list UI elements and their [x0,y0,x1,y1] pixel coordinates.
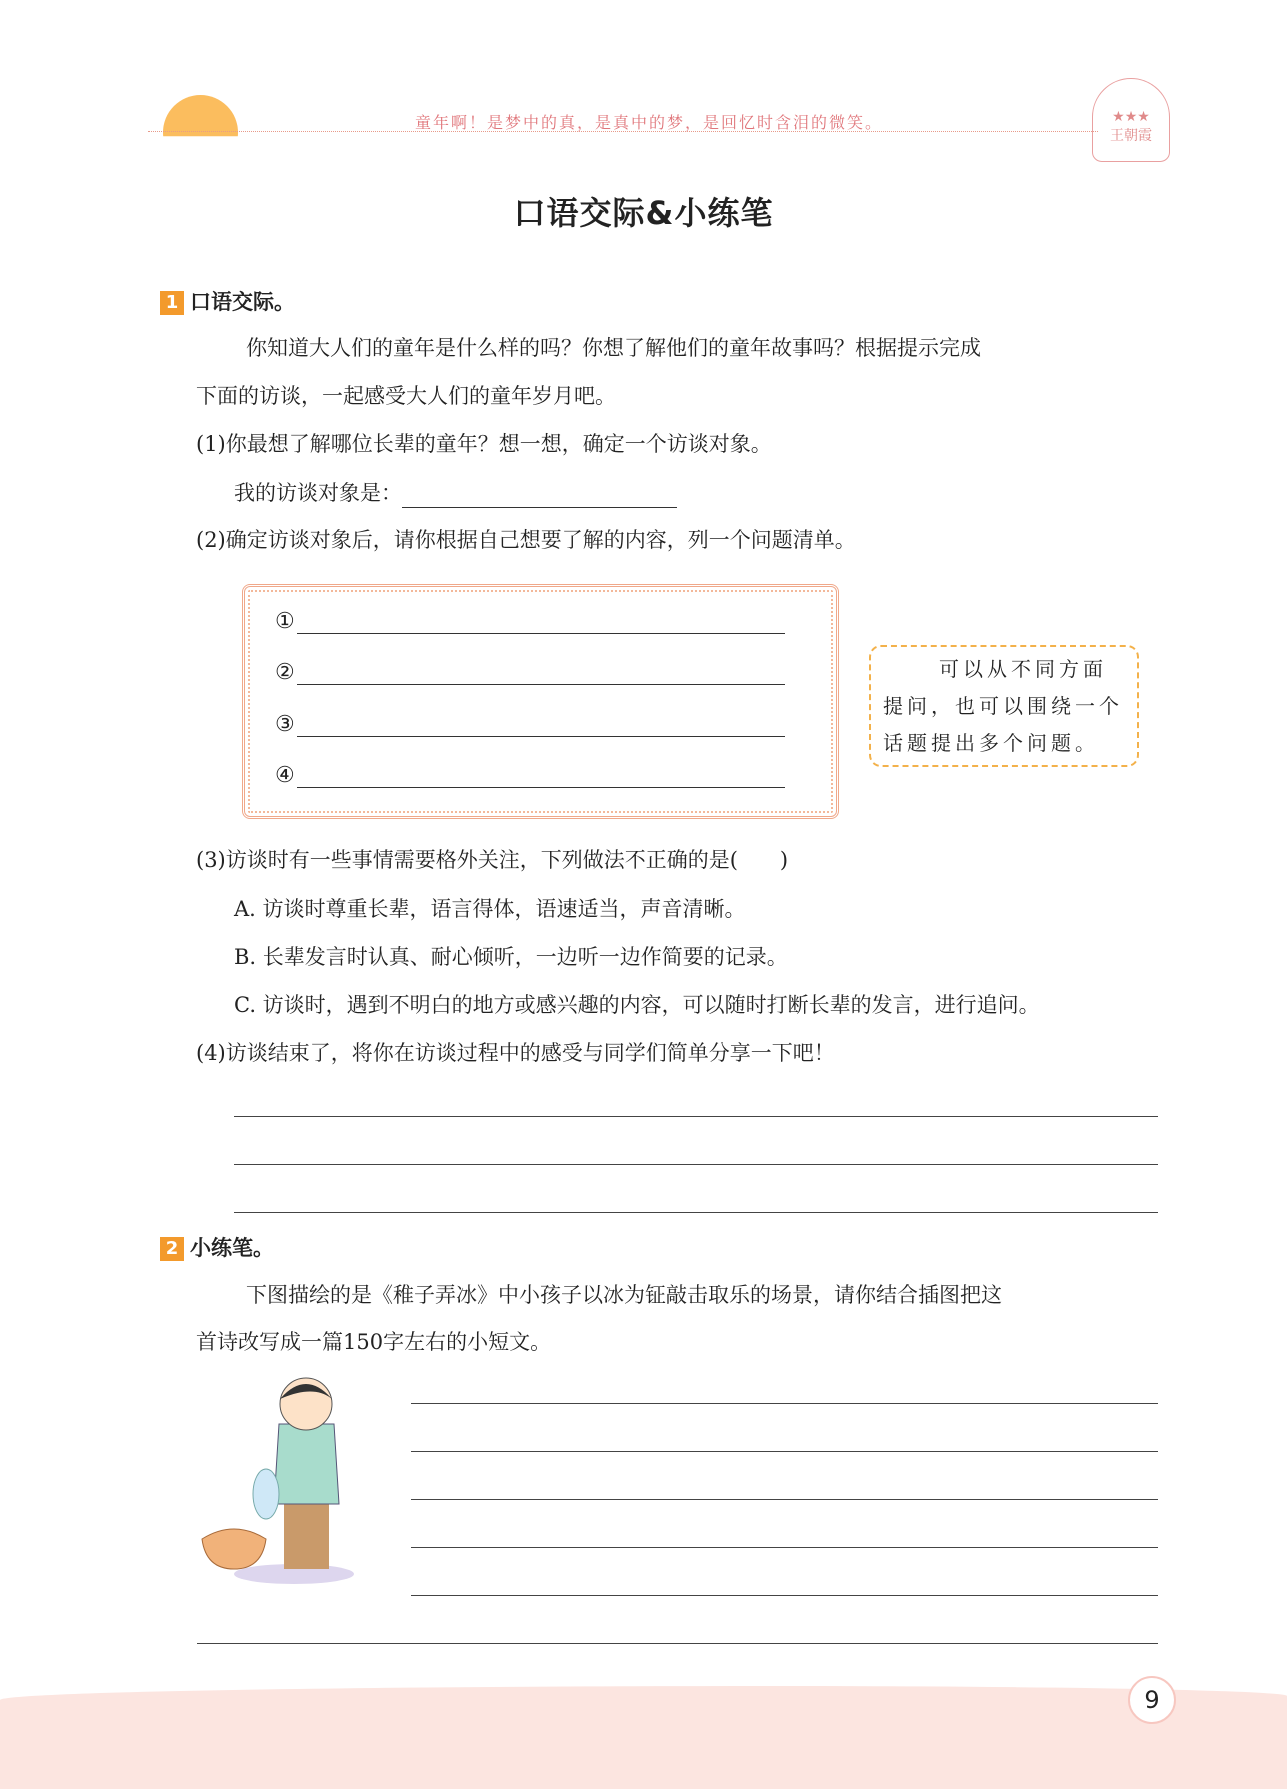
section-number: 2 [160,1237,184,1261]
option-a: A. 访谈时尊重长辈，语言得体，语速适当，声音清晰。 [234,897,746,921]
section-title: 小练笔。 [190,1236,274,1260]
section2-line2: 首诗改写成一篇150字左右的小短文。 [196,1330,552,1354]
option-b: B. 长辈发言时认真、耐心倾听，一边听一边作简要的记录。 [234,945,788,969]
section-number: 1 [160,291,184,315]
tip-line: 提问，也可以围绕一个 [883,694,1123,718]
writing-line[interactable] [411,1499,1158,1500]
writing-line[interactable] [411,1403,1158,1404]
interview-target-row [234,478,677,508]
footer-wave [0,1686,1287,1789]
question-list-box [242,584,839,819]
question-line-2[interactable] [275,660,785,685]
writing-line[interactable] [411,1595,1158,1596]
question-4: (4)访谈结束了，将你在访谈过程中的感受与同学们简单分享一下吧！ [196,1041,835,1065]
answer-line[interactable] [234,1212,1158,1213]
question-line-4[interactable] [275,763,785,788]
question-1: (1)你最想了解哪位长辈的童年？想一想，确定一个访谈对象。 [196,432,772,456]
intro-line2: 下面的访谈，一起感受大人们的童年岁月吧。 [196,384,616,408]
intro-line1: 你知道大人们的童年是什么样的吗？你想了解他们的童年故事吗？根据提示完成 [246,336,981,360]
sun-decoration [163,95,238,170]
interview-target-field[interactable] [402,484,677,508]
writing-line[interactable] [411,1547,1158,1548]
section2-line1: 下图描绘的是《稚子弄冰》中小孩子以冰为钲敲击取乐的场景，请你结合插图把这 [246,1283,1002,1307]
tip-line: 话题提出多个问题。 [883,731,1099,755]
question-line-1[interactable] [275,609,785,634]
brand-stamp-logo: ★★★ 王朝霞 [1092,78,1170,162]
section-title: 口语交际。 [190,290,295,314]
section1-heading [160,286,295,316]
page-number: 9 [1128,1676,1176,1724]
tip-line: 可以从不同方面 [939,657,1107,681]
answer-line[interactable] [234,1116,1158,1117]
marker: ④ [275,763,295,788]
question-3: (3)访谈时有一些事情需要格外关注，下列做法不正确的是( ) [196,848,789,872]
writing-line[interactable] [411,1451,1158,1452]
tip-box [869,645,1139,767]
option-c: C. 访谈时，遇到不明白的地方或感兴趣的内容，可以随时打断长辈的发言，进行追问。 [234,993,1040,1017]
interview-target-label: 我的访谈对象是： [234,481,402,505]
question-line-3[interactable] [275,712,785,737]
marker: ③ [275,712,295,737]
writing-line[interactable] [197,1643,1158,1644]
child-with-ice-illustration [194,1369,364,1589]
question-2: (2)确定访谈对象后，请你根据自己想要了解的内容，列一个问题清单。 [196,528,856,552]
page-title: 口语交际&小练笔 [513,194,774,232]
answer-line[interactable] [234,1164,1158,1165]
section2-heading [160,1232,274,1262]
marker: ② [275,660,295,685]
header-motto: 童年啊！是梦中的真，是真中的梦，是回忆时含泪的微笑。 [415,113,884,132]
marker: ① [275,609,295,634]
